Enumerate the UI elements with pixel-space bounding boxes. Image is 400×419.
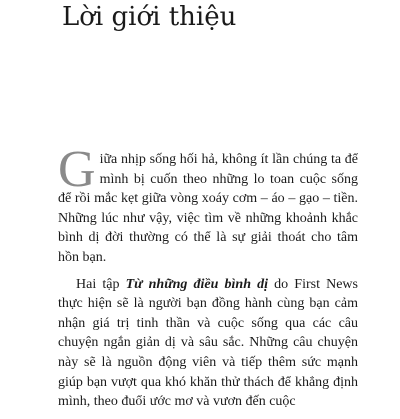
paragraph-1 [58, 141, 358, 268]
body-text [58, 141, 358, 419]
page-title: Lời giới thiệu [62, 2, 237, 32]
paragraph-1-text: iữa nhịp sống hối hả, không ít lần chúng ta để mình bị cuốn theo những lo toan cuộc sống để rồi mắc kẹt giữa vòng xoáy cơm – áo – gạo – tiền. Những lúc như vậy, việc tìm về những khoảnh khắc bình dị đời thường có thể là sự giải thoát cho tâm hồn bạn. [58, 152, 358, 265]
paragraph-2-text: do First News thực hiện sẽ là người bạn đồng hành cùng bạn cảm nhận giá trị tinh thần và cuộc sống qua các câu chuyện ngắn giản dị và sâu sắc. Những câu chuyện này sẽ là nguồn động viên và tiếp thêm sức mạnh giúp bạn vượt qua khó khăn thử thách để khẳng định mình, theo đuổi ước mơ và vươn đến cuộc [58, 276, 358, 410]
paragraph-2 [58, 275, 358, 412]
paragraph-2-lead: Hai tập [76, 276, 126, 292]
book-title: Từ những điều bình dị [125, 276, 269, 292]
drop-cap: G [58, 141, 96, 198]
